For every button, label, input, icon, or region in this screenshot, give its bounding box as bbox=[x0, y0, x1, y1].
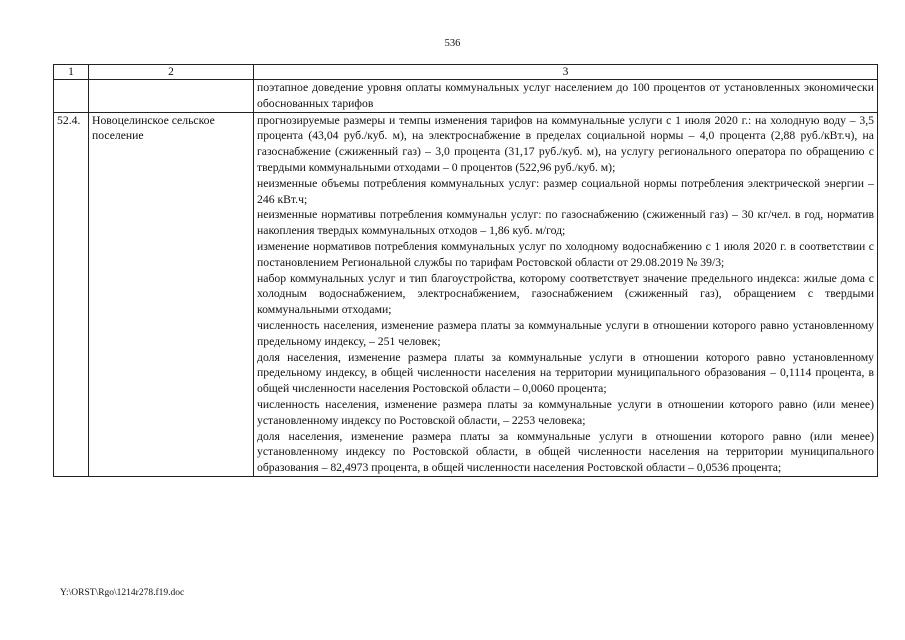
table-row-continuation bbox=[54, 80, 878, 113]
header-col-3: 3 bbox=[254, 65, 878, 80]
paragraph-norm-changes: изменение нормативов потребления коммунальных услуг по холодному водоснабжению с 1 июля 2020 г. в соответствии с постановлением Региональной службы по тарифам Ростовской области от 29.08.2019 № 39/3; bbox=[257, 239, 874, 269]
paragraph-service-set: набор коммунальных услуг и тип благоустройства, которому соответствует значение предельного индекса: жилые дома с холодным водоснабжением, электроснабжением, газоснабжением (сжиженный газ), обращением с твердыми коммунальными отходами; bbox=[257, 271, 874, 317]
paragraph-population-regional-index: численность населения, изменение размера платы за коммунальные услуги в отношении которого равно (или менее) установленному индексу по Ростовской области, – 2253 человека; bbox=[257, 397, 874, 427]
paragraph-tariff-forecast: прогнозируемые размеры и темпы изменения тарифов на коммунальные услуги с 1 июля 2020 г.: на холодную воду – 3,5 процента (43,04 руб./куб. м), на электроснабжение в пределах социальной нормы – 4,0 процента (2,88 руб./кВт.ч), на газоснабжение (сжиженный газ) – 3,0 процента (31,17 руб./куб. м), на услугу регионального оператора по обращению с твердыми коммунальными отходами – 0 процентов (522,96 руб./куб. м); bbox=[257, 113, 874, 174]
header-col-1: 1 bbox=[54, 65, 89, 80]
paragraph-share-equal-index: доля населения, изменение размера платы за коммунальные услуги в отношении которого равно установленному предельному индексу, в общей численности населения на территории муниципального образования – 0,1114 процента, в общей численности населения Ростовской области – 0,0060 процента; bbox=[257, 350, 874, 396]
row-description-cell bbox=[254, 112, 878, 476]
continuation-paragraph: поэтапное доведение уровня оплаты коммунальных услуг населением до 100 процентов от установленных экономически обоснованных тарифов bbox=[257, 81, 874, 110]
row-number: 52.4. bbox=[54, 112, 89, 476]
tariff-table bbox=[53, 64, 878, 477]
document-path-footer: Y:\ORST\Rgo\1214r278.f19.doc bbox=[60, 588, 185, 598]
paragraph-consumption-volumes: неизменные объемы потребления коммунальных услуг: размер социальной нормы потребления электрической энергии – 246 кВт.ч; bbox=[257, 176, 874, 206]
continuation-text-cell bbox=[254, 80, 878, 113]
paragraph-consumption-norms: неизменные нормативы потребления коммунальн услуг: по газоснабжению (сжиженный газ) – 30 кг/чел. в год, норматив накопления твердых коммунальных отходов – 1,86 куб. м/год; bbox=[257, 208, 874, 238]
paragraph-population-equal-index: численность населения, изменение размера платы за коммунальные услуги в отношении которого равно установленному предельному индексу, – 251 человек; bbox=[257, 318, 874, 348]
paragraph-share-regional-index: доля населения, изменение размера платы за коммунальные услуги в отношении которого равно (или менее) установленному индексу по Ростовской области, в общей численности населения на территории муниципального образования – 82,4973 процента, в общей численности населения Ростовской области – 0,0536 процента; bbox=[257, 429, 874, 475]
continuation-number-cell bbox=[54, 80, 89, 113]
continuation-name-cell bbox=[89, 80, 254, 113]
table-row-52-4 bbox=[54, 112, 878, 476]
table-header-row bbox=[54, 65, 878, 80]
settlement-name: Новоцелинское сельское поселение bbox=[89, 112, 254, 476]
page-number: 536 bbox=[444, 38, 461, 49]
header-col-2: 2 bbox=[89, 65, 254, 80]
